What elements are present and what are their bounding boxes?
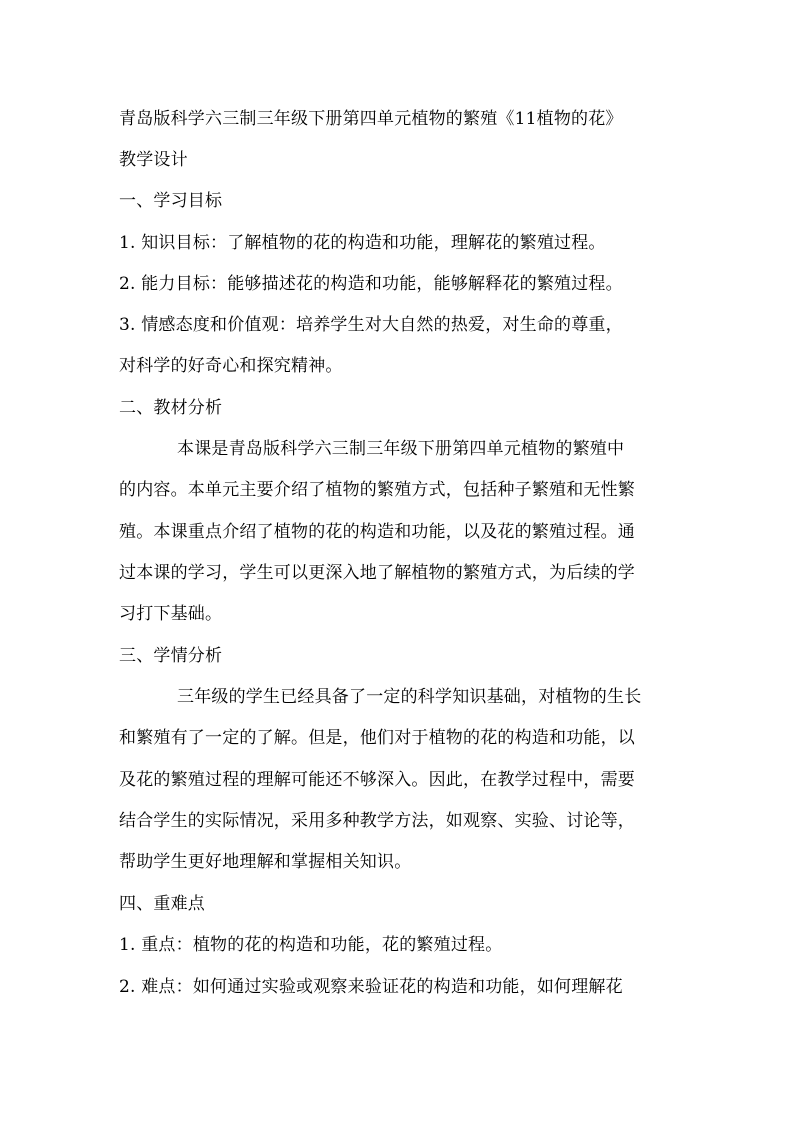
- paragraph-line: 殖。本课重点介绍了植物的花的构造和功能，以及花的繁殖过程。通: [119, 522, 635, 542]
- paragraph-line: 和繁殖有了一定的了解。但是，他们对于植物的花的构造和功能，以: [119, 728, 635, 748]
- paragraph-line: 过本课的学习，学生可以更深入地了解植物的繁殖方式，为后续的学: [119, 563, 635, 583]
- learning-goal-item: 2. 能力目标：能够描述花的构造和功能，能够解释花的繁殖过程。: [119, 274, 623, 294]
- paragraph-line: 本课是青岛版科学六三制三年级下册第四单元植物的繁殖中: [177, 439, 625, 459]
- paragraph-line: 帮助学生更好地理解和掌握相关知识。: [119, 852, 412, 872]
- section-heading-student-analysis: 三、学情分析: [119, 646, 223, 666]
- learning-goal-item: 3. 情感态度和价值观：培养学生对大自然的热爱，对生命的尊重，: [119, 315, 623, 335]
- section-heading-key-points: 四、重难点: [119, 894, 205, 914]
- paragraph-line: 习打下基础。: [119, 604, 223, 624]
- section-heading-textbook-analysis: 二、教材分析: [119, 398, 223, 418]
- paragraph-line: 及花的繁殖过程的理解可能还不够深入。因此，在教学过程中，需要: [119, 770, 635, 790]
- key-point-item: 1. 重点：植物的花的构造和功能，花的繁殖过程。: [119, 935, 503, 955]
- paragraph-line: 三年级的学生已经具备了一定的科学知识基础，对植物的生长: [177, 687, 642, 707]
- learning-goal-item-continuation: 对科学的好奇心和探究精神。: [119, 356, 343, 376]
- paragraph-line: 结合学生的实际情况，采用多种教学方法，如观察、实验、讨论等，: [119, 811, 635, 831]
- learning-goal-item: 1. 知识目标：了解植物的花的构造和功能，理解花的繁殖过程。: [119, 233, 606, 253]
- key-point-item: 2. 难点：如何通过实验或观察来验证花的构造和功能，如何理解花: [119, 977, 623, 997]
- document-title-line-2: 教学设计: [119, 150, 188, 170]
- section-heading-learning-goals: 一、学习目标: [119, 191, 223, 211]
- paragraph-line: 的内容。本单元主要介绍了植物的繁殖方式，包括种子繁殖和无性繁: [119, 480, 635, 500]
- document-title-line-1: 青岛版科学六三制三年级下册第四单元植物的繁殖《11植物的花》: [119, 109, 623, 129]
